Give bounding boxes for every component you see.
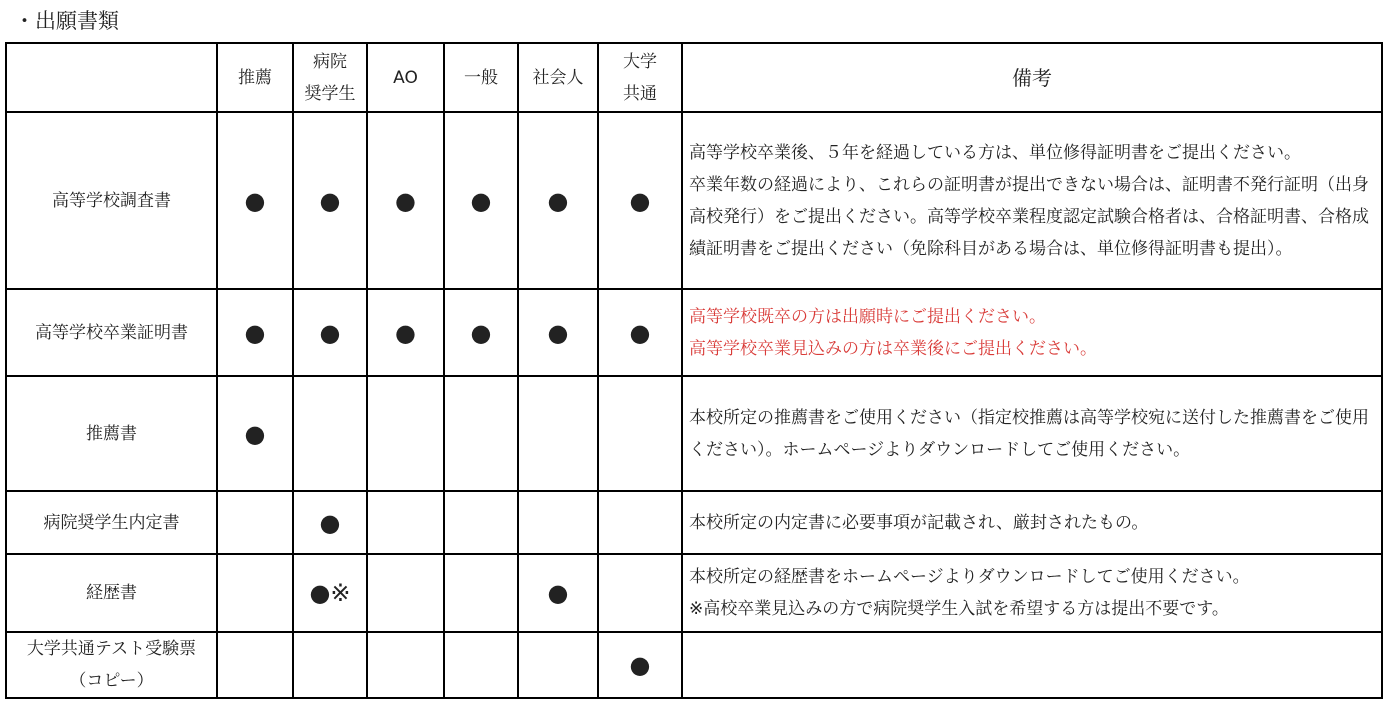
row-label: 経歴書 xyxy=(6,554,217,632)
row-label-line1: 大学共通テスト受験票 xyxy=(26,639,197,659)
remark-text: 高等学校卒業見込みの方は卒業後にご提出ください。 xyxy=(689,338,1097,359)
empty-cell xyxy=(598,554,682,632)
header-daigaku-line1: 大学 xyxy=(623,51,657,72)
required-mark: ● xyxy=(598,289,682,376)
empty-cell xyxy=(444,491,518,554)
header-byoin-line2: 奨学生 xyxy=(304,83,356,104)
required-mark: ● xyxy=(293,289,367,376)
remarks-cell xyxy=(682,632,1382,698)
remarks-cell xyxy=(682,554,1382,632)
table-row xyxy=(6,554,1382,632)
header-ao: AO xyxy=(367,43,444,112)
empty-cell xyxy=(518,491,598,554)
application-documents-table xyxy=(5,42,1383,699)
empty-cell xyxy=(598,491,682,554)
header-ippan: 一般 xyxy=(444,43,518,112)
required-mark: ● xyxy=(217,112,293,289)
required-mark: ● xyxy=(444,112,518,289)
row-label: 病院奨学生内定書 xyxy=(6,491,217,554)
empty-cell xyxy=(367,376,444,491)
remark-text: 高等学校既卒の方は出願時にご提出ください。 xyxy=(689,306,1046,327)
remark-text: 本校所定の推薦書をご使用ください（指定校推薦は高等学校宛に送付した推薦書をご使用ください）。ホームページよりダウンロードしてご使用ください。 xyxy=(689,407,1369,460)
remark-text: 高等学校卒業後、５年を経過している方は、単位修得証明書をご提出ください。 xyxy=(689,142,1301,163)
empty-cell xyxy=(367,491,444,554)
required-mark: ● xyxy=(444,289,518,376)
empty-cell xyxy=(367,632,444,698)
empty-cell xyxy=(444,554,518,632)
header-shakaijin: 社会人 xyxy=(518,43,598,112)
table-row xyxy=(6,112,1382,289)
empty-cell xyxy=(217,632,293,698)
required-mark: ● xyxy=(518,554,598,632)
empty-cell xyxy=(598,376,682,491)
table-row xyxy=(6,632,1382,698)
remark-text: 卒業年数の経過により、これらの証明書が提出できない場合は、証明書不発行証明（出身高校発行）をご提出ください。高等学校卒業程度認定試験合格者は、合格証明書、合格成績証明書をご提出ください（免除科目がある場合は、単位修得証明書も提出）。 xyxy=(689,174,1369,259)
empty-cell xyxy=(293,376,367,491)
table-row xyxy=(6,491,1382,554)
header-suisen: 推薦 xyxy=(217,43,293,112)
required-mark: ● xyxy=(598,112,682,289)
row-label xyxy=(6,632,217,698)
row-label-line2: （コピー） xyxy=(69,671,154,691)
header-daigaku-line2: 共通 xyxy=(623,83,657,104)
empty-cell xyxy=(217,491,293,554)
empty-cell xyxy=(518,376,598,491)
required-mark: ● xyxy=(217,289,293,376)
remark-text: 本校所定の内定書に必要事項が記載され、厳封されたもの。 xyxy=(689,512,1149,533)
section-title: ・出願書類 xyxy=(14,9,119,33)
remarks-cell xyxy=(682,376,1382,491)
row-label: 推薦書 xyxy=(6,376,217,491)
empty-cell xyxy=(444,632,518,698)
required-mark: ● xyxy=(367,112,444,289)
required-mark-with-note: ●※ xyxy=(293,554,367,632)
header-biko: 備考 xyxy=(682,43,1382,112)
row-label: 高等学校調査書 xyxy=(6,112,217,289)
empty-cell xyxy=(518,632,598,698)
required-mark: ● xyxy=(518,289,598,376)
remarks-cell xyxy=(682,289,1382,376)
empty-cell xyxy=(217,554,293,632)
header-byoin-shogakusei xyxy=(293,43,367,112)
required-mark: ● xyxy=(518,112,598,289)
header-daigaku-kyotsu xyxy=(598,43,682,112)
required-mark: ● xyxy=(293,491,367,554)
remarks-cell xyxy=(682,491,1382,554)
required-mark: ● xyxy=(367,289,444,376)
required-mark: ● xyxy=(293,112,367,289)
header-blank xyxy=(6,43,217,112)
empty-cell xyxy=(293,632,367,698)
remarks-cell xyxy=(682,112,1382,289)
remark-text: ※高校卒業見込みの方で病院奨学生入試を希望する方は提出不要です。 xyxy=(689,599,1229,619)
remark-text: 本校所定の経歴書をホームページよりダウンロードしてご使用ください。 xyxy=(689,567,1250,587)
required-mark: ● xyxy=(598,632,682,698)
table-row xyxy=(6,289,1382,376)
required-mark: ● xyxy=(217,376,293,491)
empty-cell xyxy=(367,554,444,632)
empty-cell xyxy=(444,376,518,491)
header-byoin-line1: 病院 xyxy=(313,51,347,72)
table-row xyxy=(6,376,1382,491)
row-label: 高等学校卒業証明書 xyxy=(6,289,217,376)
header-row xyxy=(6,43,1382,112)
